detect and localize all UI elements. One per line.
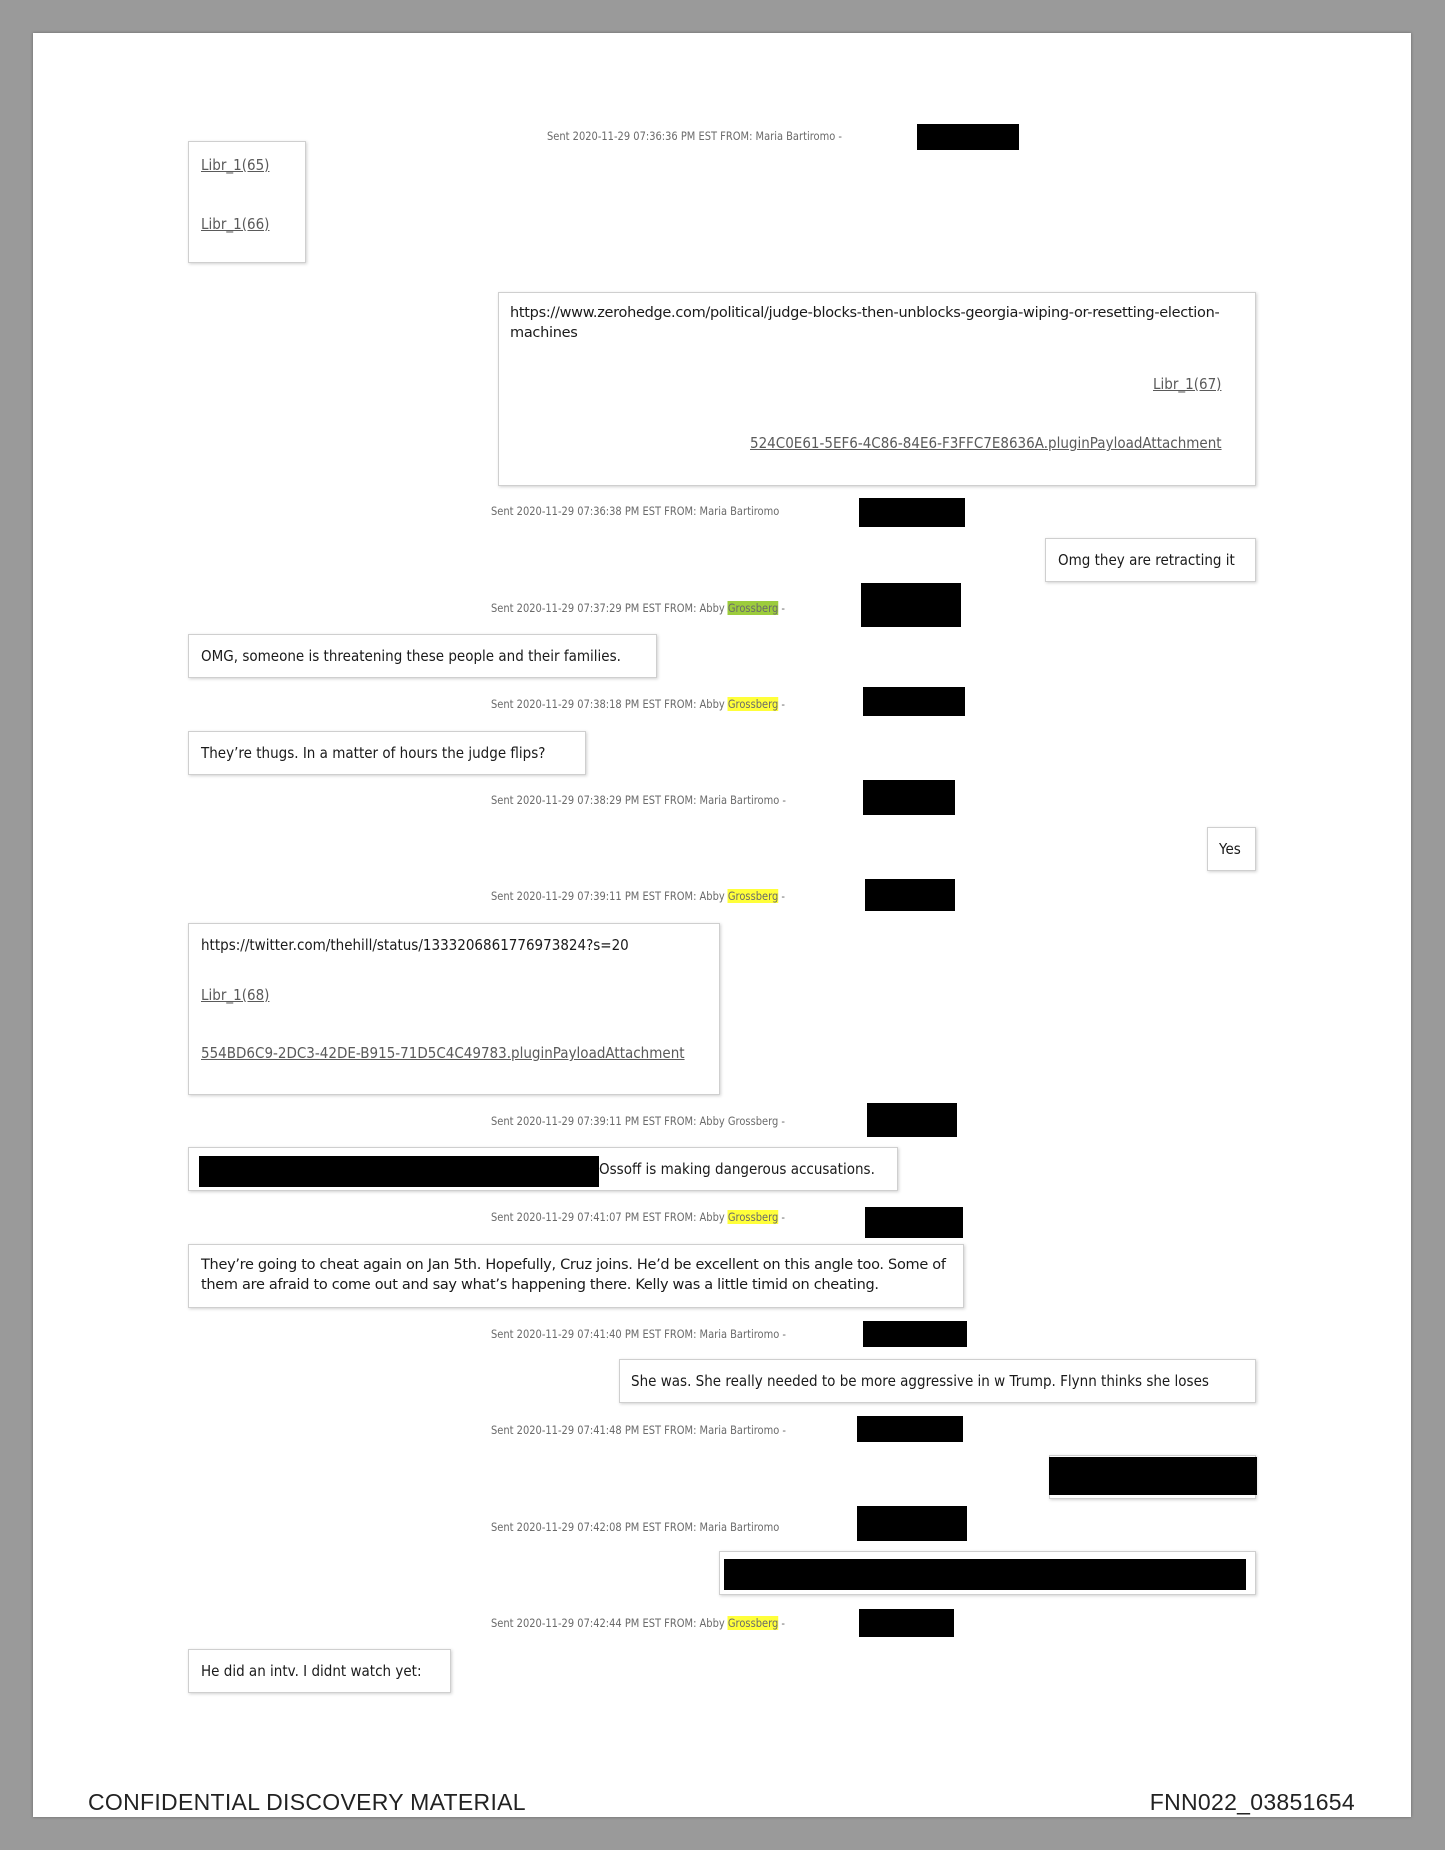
- redaction-bar: [865, 879, 955, 911]
- redaction-bar: [859, 1609, 954, 1637]
- message-header: [491, 697, 785, 711]
- confidential-label: CONFIDENTIAL DISCOVERY MATERIAL: [88, 1789, 526, 1815]
- redaction-bar: [867, 1103, 957, 1137]
- highlighted-name: Grossberg: [727, 889, 779, 903]
- header-text: Sent 2020-11-29 07:41:40 PM EST FROM: Maria Bartiromo -: [491, 1327, 786, 1341]
- redaction-bar: [865, 1207, 963, 1238]
- redaction-bar: [859, 498, 965, 527]
- highlighted-name: Grossberg: [727, 1616, 779, 1630]
- message-bubble: [188, 634, 657, 678]
- header-text: Sent 2020-11-29 07:41:48 PM EST FROM: Maria Bartiromo -: [491, 1423, 786, 1437]
- redaction-bar: [863, 1321, 967, 1347]
- header-text: -: [781, 601, 785, 615]
- message-header: [491, 601, 785, 615]
- message-header: [491, 1210, 785, 1224]
- redaction-bar: [917, 124, 1019, 150]
- message-header: [491, 1616, 785, 1630]
- message-header: [491, 1520, 779, 1534]
- header-text: Sent 2020-11-29 07:36:38 PM EST FROM: Maria Bartiromo: [491, 504, 780, 518]
- message-header: [491, 1423, 786, 1437]
- message-text: He did an intv. I didnt watch yet:: [201, 1662, 422, 1680]
- header-text: Sent 2020-11-29 07:38:18 PM EST FROM: Abby: [491, 697, 725, 711]
- redaction-bar: [199, 1156, 599, 1187]
- message-bubble: [1049, 1455, 1256, 1499]
- message-text: Ossoff is making dangerous accusations.: [599, 1160, 875, 1178]
- highlighted-name: Grossberg: [727, 601, 779, 615]
- header-text: -: [781, 1210, 785, 1224]
- message-bubble: [498, 292, 1256, 486]
- message-bubble: [188, 923, 720, 1095]
- message-bubble: [1045, 538, 1256, 582]
- header-text: Sent 2020-11-29 07:42:08 PM EST FROM: Maria Bartiromo: [491, 1520, 780, 1534]
- header-text: Sent 2020-11-29 07:37:29 PM EST FROM: Abby: [491, 601, 725, 615]
- attachment-link[interactable]: 554BD6C9-2DC3-42DE-B915-71D5C4C49783.pluginPayloadAttachment: [201, 1044, 685, 1062]
- highlighted-name: Grossberg: [727, 697, 779, 711]
- attachment-link[interactable]: Libr_1(66): [201, 215, 270, 233]
- message-header: [547, 129, 842, 143]
- bates-number: FNN022_03851654: [1149, 1789, 1355, 1815]
- header-text: -: [781, 1616, 785, 1630]
- header-text: Sent 2020-11-29 07:42:44 PM EST FROM: Abby: [491, 1616, 725, 1630]
- header-text: -: [781, 697, 785, 711]
- message-text: Yes: [1219, 840, 1241, 858]
- redaction-bar: [857, 1506, 967, 1541]
- redaction-bar: [863, 780, 955, 815]
- message-header: [491, 1327, 786, 1341]
- message-bubble: [188, 731, 586, 775]
- redaction-bar: [857, 1416, 963, 1442]
- document-page: [33, 33, 1411, 1817]
- message-text: They’re thugs. In a matter of hours the judge flips?: [201, 744, 546, 762]
- message-bubble: [1207, 827, 1256, 871]
- header-text: Sent 2020-11-29 07:41:07 PM EST FROM: Abby: [491, 1210, 725, 1224]
- header-text: Sent 2020-11-29 07:39:11 PM EST FROM: Abby Grossberg -: [491, 1114, 785, 1128]
- message-bubble: [188, 141, 306, 263]
- redaction-bar: [861, 583, 961, 627]
- attachment-link[interactable]: Libr_1(65): [201, 156, 270, 174]
- message-bubble: [188, 1244, 964, 1308]
- message-url[interactable]: https://twitter.com/thehill/status/1333206861776973824?s=20: [201, 936, 629, 954]
- redaction-bar: [863, 687, 965, 716]
- message-header: [491, 889, 785, 903]
- attachment-link[interactable]: 524C0E61-5EF6-4C86-84E6-F3FFC7E8636A.pluginPayloadAttachment: [750, 434, 1222, 452]
- redaction-bar: [724, 1559, 1246, 1590]
- message-bubble: [188, 1649, 451, 1693]
- header-text: Sent 2020-11-29 07:39:11 PM EST FROM: Abby: [491, 889, 725, 903]
- message-text: OMG, someone is threatening these people and their families.: [201, 647, 621, 665]
- message-text: She was. She really needed to be more aggressive in w Trump. Flynn thinks she loses: [631, 1372, 1209, 1390]
- redaction-bar: [1049, 1457, 1257, 1495]
- message-bubble: [719, 1551, 1256, 1595]
- highlighted-name: Grossberg: [727, 1210, 779, 1224]
- message-text: Omg they are retracting it: [1058, 551, 1235, 569]
- message-header: [491, 504, 779, 518]
- header-text: -: [781, 889, 785, 903]
- message-header: [491, 1114, 785, 1128]
- header-text: Sent 2020-11-29 07:38:29 PM EST FROM: Maria Bartiromo -: [491, 793, 786, 807]
- header-text: Sent 2020-11-29 07:36:36 PM EST FROM: Maria Bartiromo -: [547, 129, 842, 143]
- attachment-link[interactable]: Libr_1(68): [201, 986, 270, 1004]
- message-header: [491, 793, 786, 807]
- message-bubble: [619, 1359, 1256, 1403]
- message-bubble: [188, 1147, 898, 1191]
- attachment-link[interactable]: Libr_1(67): [1153, 375, 1222, 393]
- message-url[interactable]: https://www.zerohedge.com/political/judge-blocks-then-unblocks-georgia-wiping-or-resetting-election-machines: [510, 305, 1220, 341]
- message-text: They’re going to cheat again on Jan 5th. Hopefully, Cruz joins. He’d be excellent on this angle too. Some of them are afraid to come out and say what’s happening there. Kelly was a little timid on cheating.: [201, 1257, 946, 1293]
